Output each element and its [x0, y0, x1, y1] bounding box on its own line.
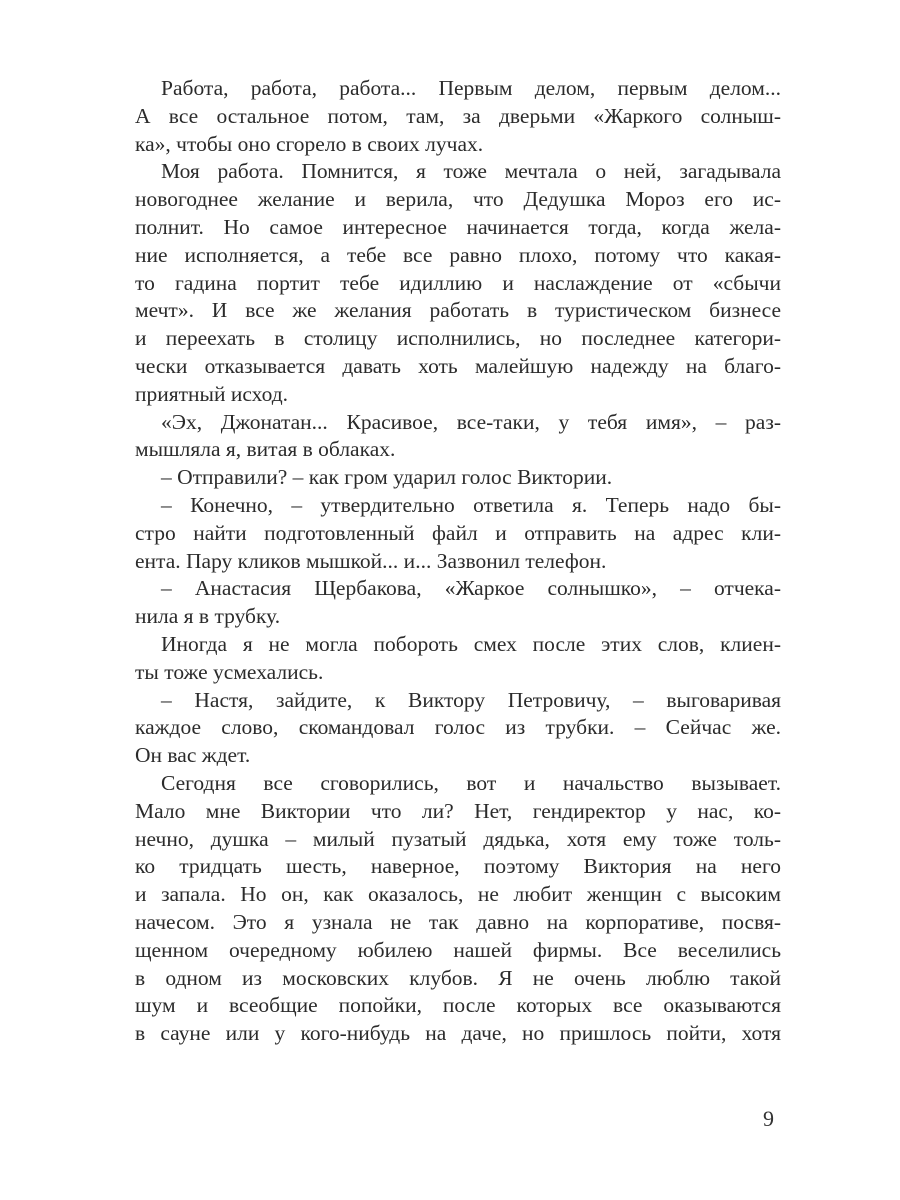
text-line: Работа, работа, работа... Первым делом, первым делом... [161, 76, 781, 100]
text-line: – Конечно, – утвердительно ответила я. Теперь надо бы- [161, 492, 781, 517]
text-line: ние исполняется, а тебе все равно плохо, потому что какая- [135, 242, 781, 267]
text-line: и запала. Но он, как оказалось, не любит женщин с высоким [135, 882, 781, 907]
text-line: «Эх, Джонатан... Красивое, все-таки, у тебя имя», – раз- [161, 409, 781, 434]
text-line: начесом. Это я узнала не так давно на корпоративе, посвя- [135, 909, 781, 934]
text-line: то гадина портит тебе идиллию и наслаждение от «сбычи [135, 270, 781, 295]
text-line: ко тридцать шесть, наверное, поэтому Виктория на него [135, 854, 781, 879]
text-line: – Настя, зайдите, к Виктору Петровичу, – выговаривая [161, 687, 781, 712]
text-line: стро найти подготовленный файл и отправить на адрес кли- [135, 520, 781, 545]
text-line: Сегодня все сговорились, вот и начальство вызывает. [161, 770, 781, 795]
text-line: Моя работа. Помнится, я тоже мечтала о ней, загадывала [161, 159, 781, 184]
text-line: ты тоже усмехались. [135, 659, 324, 684]
text-line: чески отказывается давать хоть малейшую надежду на благо- [135, 353, 781, 378]
book-page-body [135, 75, 781, 1048]
text-line: нила я в трубку. [135, 604, 281, 629]
text-line: щенном очередному юбилею нашей фирмы. Все веселились [135, 937, 781, 962]
text-line: каждое слово, скомандовал голос из трубки. – Сейчас же. [135, 715, 781, 740]
text-line: нечно, душка – милый пузатый дядька, хотя ему тоже толь- [135, 826, 781, 851]
text-line: Мало мне Виктории что ли? Нет, гендиректор у нас, ко- [135, 798, 781, 823]
page-number: 9 [763, 1106, 774, 1131]
text-line: полнит. Но самое интересное начинается тогда, когда жела- [135, 214, 781, 239]
text-line: ка», чтобы оно сгорело в своих лучах. [135, 131, 484, 156]
text-line: – Анастасия Щербакова, «Жаркое солнышко», – отчека- [161, 576, 781, 601]
text-line: в одном из московских клубов. Я не очень люблю такой [135, 965, 781, 990]
text-line: А все остальное потом, там, за дверьми «Жаркого солныш- [135, 103, 781, 128]
text-line: Он вас ждет. [135, 743, 251, 768]
text-line: в сауне или у кого-нибудь на даче, но пришлось пойти, хотя [135, 1021, 781, 1046]
text-line: ента. Пару кликов мышкой... и... Зазвонил телефон. [135, 548, 607, 573]
text-line: мечт». И все же желания работать в туристическом бизнесе [135, 298, 781, 323]
text-line: Иногда я не могла побороть смех после этих слов, клиен- [161, 631, 781, 656]
text-line: новогоднее желание и верила, что Дедушка Мороз его ис- [135, 187, 781, 212]
text-line: шум и всеобщие попойки, после которых все оказываются [135, 993, 781, 1018]
text-line: приятный исход. [135, 381, 289, 406]
text-line: и переехать в столицу исполнились, но последнее категори- [135, 326, 781, 351]
text-line: мышляла я, витая в облаках. [135, 437, 396, 462]
text-line: – Отправили? – как гром ударил голос Виктории. [161, 465, 613, 490]
